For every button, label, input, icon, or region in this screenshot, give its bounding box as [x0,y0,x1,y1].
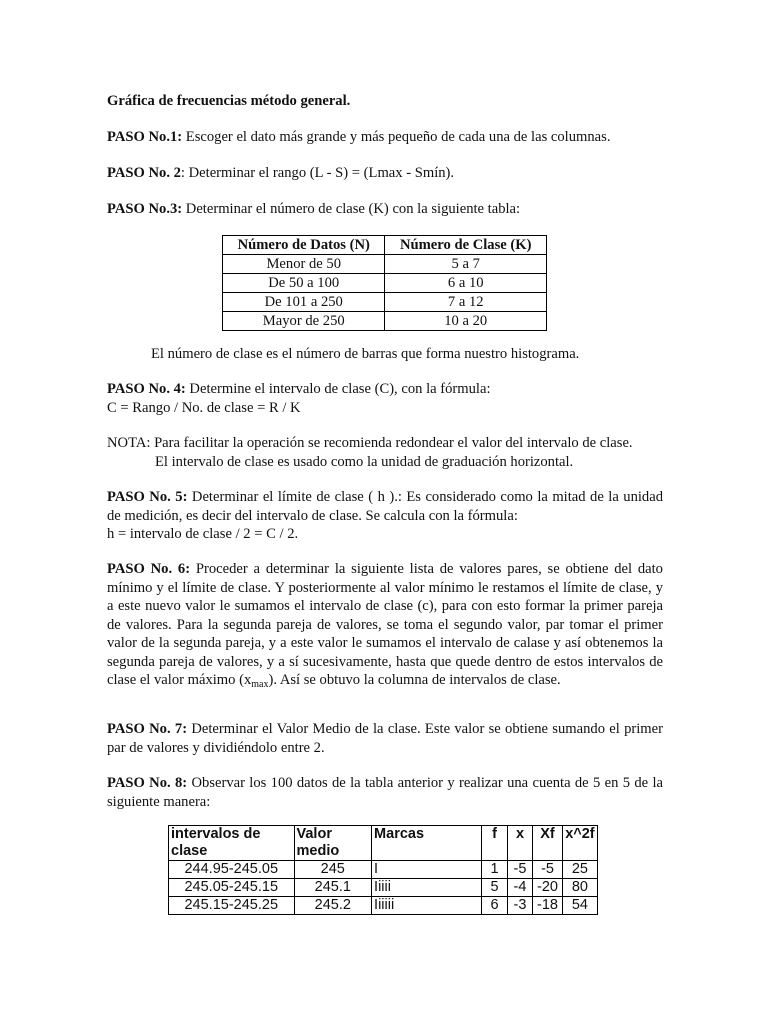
paso-3-label: PASO No.3: [107,201,183,217]
table-cell: I [372,861,482,879]
table-cell: 25 [562,861,597,879]
nota-line-1: NOTA: Para facilitar la operación se recomienda redondear el valor del intervalo de clase. [107,435,633,451]
paso-4-text: Determine el intervalo de clase (C), con la fórmula: [185,381,491,397]
table-cell: 5 a 7 [385,255,547,274]
paso-6-text-end: ). Así se obtuvo la columna de intervalos de clase. [268,672,561,688]
paso-3 [107,200,663,219]
table-cell: -18 [533,897,563,915]
table-cell: -20 [533,879,563,897]
table-row [223,274,547,293]
table-cell: 245.2 [294,897,372,915]
paso-7-text: Determinar el Valor Medio de la clase. Este valor se obtiene sumando el primer par de valores y dividiéndolo entre 2. [107,721,663,756]
paso-6-sub: max [251,679,269,690]
paso-5-label: PASO No. 5: [107,489,188,505]
table-cell: -5 [507,861,533,879]
table-cell: 244.95-245.05 [169,861,295,879]
table-row [169,879,598,897]
table-cell: 245.1 [294,879,372,897]
table-header-cell: Número de Datos (N) [223,236,385,255]
table-row [169,897,598,915]
paso-2-label: PASO No. 2 [107,165,181,181]
table-cell: -3 [507,897,533,915]
class-number-note: El número de clase es el número de barras que forma nuestro histograma. [151,346,580,362]
paso-2-text: : Determinar el rango (L - S) = (Lmax - Smín). [180,165,455,181]
paso-4-formula: C = Rango / No. de clase = R / K [107,399,301,416]
paso-8-label: PASO No. 8: [107,775,188,791]
table-header-cell: Número de Clase (K) [385,236,547,255]
table-cell: 6 a 10 [385,274,547,293]
paso-6 [107,560,663,690]
paso-5 [107,488,663,544]
paso-4-label: PASO No. 4: [107,381,186,397]
table-row [223,312,547,331]
table-cell: 245 [294,861,372,879]
table-header-cell: Xf [533,826,563,861]
document-title: Gráfica de frecuencias método general. [107,93,351,109]
table-header-cell: f [482,826,508,861]
table-header-cell: x^2f [562,826,597,861]
table-cell: Iiiii [372,879,482,897]
paso-4 [107,380,663,417]
table-header-cell: Valor medio [294,826,372,861]
table-header-row [169,826,598,861]
table-cell: 245.15-245.25 [169,897,295,915]
frequency-table [168,825,598,915]
table-header-cell: intervalos de clase [169,826,295,861]
paso-1-text: Escoger el dato más grande y más pequeño de cada una de las columnas. [182,129,611,145]
paso-1-label: PASO No.1: [107,129,183,145]
paso-8 [107,774,663,811]
table-cell: -4 [507,879,533,897]
paso-5-text: Determinar el límite de clase ( h ).: Es considerado como la mitad de la unidad de medición, es decir del intervalo de clase. Se calcula con la fórmula: [107,489,664,524]
table-cell: -5 [533,861,563,879]
table-cell: De 50 a 100 [223,274,385,293]
paso-6-label: PASO No. 6: [107,561,191,577]
class-number-table [222,235,547,331]
table-cell: 10 a 20 [385,312,547,331]
nota-line-2: El intervalo de clase es usado como la unidad de graduación horizontal. [155,453,574,470]
table-row [223,293,547,312]
table-row [169,861,598,879]
paso-3-text: Determinar el número de clase (K) con la siguiente tabla: [182,201,521,217]
paso-6-text: Proceder a determinar la siguiente lista de valores pares, se obtiene del dato mínimo y el límite de clase. Y posteriormente al valor mínimo le restamos el límite de clase, y a este nuevo valor le sumamos el intervalo de clase (c), para con esto formar la primer pareja de valores. Para la segunda pareja de valores, se toma el segundo valor, par tomar el primer valor de la segunda pareja, y a este valor le sumamos el intervalo de calase y así obtenemos la segunda pareja de valores, y a sí sucesivamente, hasta que quede dentro de estos intervalos de clase el valor máximo (x [107,561,663,688]
table-row [223,255,547,274]
table-cell: 80 [562,879,597,897]
table-cell: 5 [482,879,508,897]
paso-1 [107,128,663,147]
paso-7 [107,720,663,757]
table-header-row [223,236,547,255]
table-header-cell: x [507,826,533,861]
paso-2 [107,164,663,183]
paso-8-text: Observar los 100 datos de la tabla anterior y realizar una cuenta de 5 en 5 de la siguiente manera: [107,775,663,810]
table-cell: De 101 a 250 [223,293,385,312]
table-cell: Iiiiii [372,897,482,915]
table-cell: 1 [482,861,508,879]
table-header-cell: Marcas [372,826,482,861]
paso-5-formula: h = intervalo de clase / 2 = C / 2. [107,526,299,542]
table-cell: 245.05-245.15 [169,879,295,897]
table-cell: Mayor de 250 [223,312,385,331]
table-cell: 54 [562,897,597,915]
table-cell: 6 [482,897,508,915]
table-cell: 7 a 12 [385,293,547,312]
nota [107,434,663,471]
table-cell: Menor de 50 [223,255,385,274]
paso-7-label: PASO No. 7: [107,721,188,737]
